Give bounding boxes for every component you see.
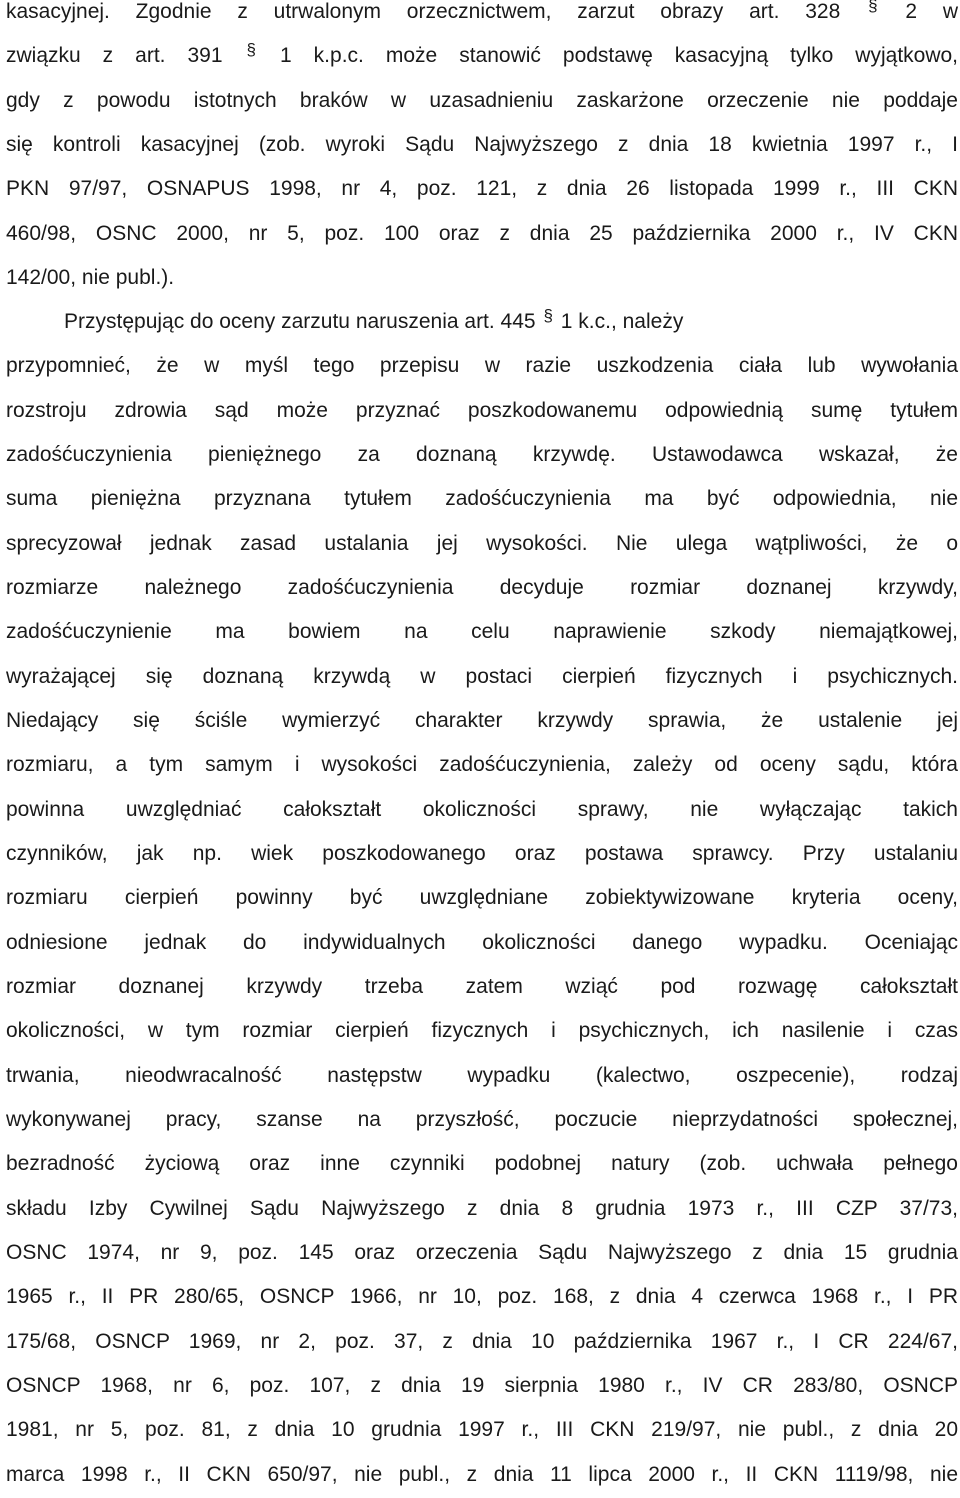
text-line-32: OSNCP 1968, nr 6, poz. 107, z dnia 19 sierpnia 1980 r., IV CR 283/80, OSNCP bbox=[6, 1374, 958, 1397]
text-line-18: rozmiaru, a tym samym i wysokości zadośćuczynienia, zależy od oceny sądu, która bbox=[6, 753, 958, 776]
section-sign-icon: § bbox=[246, 40, 257, 59]
text-line-9: przypomnieć, że w myśl tego przepisu w razie uszkodzenia ciała lub wywołania bbox=[6, 354, 958, 377]
text-line-30: 1965 r., II PR 280/65, OSNCP 1966, nr 10, poz. 168, z dnia 4 czerwca 1968 r., I PR bbox=[6, 1285, 958, 1308]
text-line-20: czynników, jak np. wiek poszkodowanego oraz postawa sprawcy. Przy ustalaniu bbox=[6, 842, 958, 865]
text-line-23: rozmiar doznanej krzywdy trzeba zatem wziąć pod rozwagę całokształt bbox=[6, 975, 958, 998]
text-line-1: kasacyjnej. Zgodnie z utrwalonym orzecznictwem, zarzut obrazy art. 328 § 2 w bbox=[6, 0, 958, 27]
text-line-29: OSNC 1974, nr 9, poz. 145 oraz orzeczenia Sądu Najwyższego z dnia 15 grudnia bbox=[6, 1241, 958, 1264]
text-line-19: powinna uwzględniać całokształt okoliczności sprawy, nie wyłączając takich bbox=[6, 798, 958, 821]
text-line-17: Niedający się ściśle wymierzyć charakter krzywdy sprawia, że ustalenie jej bbox=[6, 709, 958, 732]
text-line-26: wykonywanej pracy, szanse na przyszłość, poczucie nieprzydatności społecznej, bbox=[6, 1108, 958, 1131]
text-line-5: PKN 97/97, OSNAPUS 1998, nr 4, poz. 121, z dnia 26 listopada 1999 r., III CKN bbox=[6, 177, 958, 200]
text-line-25: trwania, nieodwracalność następstw wypadku (kalectwo, oszpecenie), rodzaj bbox=[6, 1064, 958, 1087]
text-line-7: 142/00, nie publ.). bbox=[6, 266, 175, 289]
text-line-24: okoliczności, w tym rozmiar cierpień fizycznych i psychicznych, ich nasilenie i czas bbox=[6, 1019, 958, 1042]
text-line-21: rozmiaru cierpień powinny być uwzględniane zobiektywizowane kryteria oceny, bbox=[6, 886, 958, 909]
text-line-14: rozmiarze należnego zadośćuczynienia decyduje rozmiar doznanej krzywdy, bbox=[6, 576, 958, 599]
text-line-31: 175/68, OSNCP 1969, nr 2, poz. 37, z dnia 10 października 1967 r., I CR 224/67, bbox=[6, 1330, 958, 1353]
text-line-15: zadośćuczynienie ma bowiem na celu naprawienie szkody niemajątkowej, bbox=[6, 620, 958, 643]
text-line-16: wyrażającej się doznaną krzywdą w postaci cierpień fizycznych i psychicznych. bbox=[6, 665, 958, 688]
text-line-11: zadośćuczynienia pieniężnego za doznaną krzywdę. Ustawodawca wskazał, że bbox=[6, 443, 958, 466]
text-line-12: suma pieniężna przyznana tytułem zadośćuczynienia ma być odpowiednia, nie bbox=[6, 487, 958, 510]
text-line-8: Przystępując do oceny zarzutu naruszenia art. 445 § 1 k.c., należy bbox=[64, 308, 683, 337]
text-line-27: bezradność życiową oraz inne czynniki podobnej natury (zob. uchwała pełnego bbox=[6, 1152, 958, 1175]
section-sign-icon: § bbox=[868, 0, 878, 15]
text-line-3: gdy z powodu istotnych braków w uzasadnieniu zaskarżone orzeczenie nie poddaje bbox=[6, 89, 958, 112]
text-line-13: sprecyzował jednak zasad ustalania jej wysokości. Nie ulega wątpliwości, że o bbox=[6, 532, 958, 555]
text-line-10: rozstroju zdrowia sąd może przyznać poszkodowanemu odpowiednią sumę tytułem bbox=[6, 399, 958, 422]
section-sign-icon: § bbox=[543, 306, 553, 325]
text-line-22: odniesione jednak do indywidualnych okoliczności danego wypadku. Oceniając bbox=[6, 931, 958, 954]
text-line-33: 1981, nr 5, poz. 81, z dnia 10 grudnia 1997 r., III CKN 219/97, nie publ., z dnia 20 bbox=[6, 1418, 958, 1441]
text-line-28: składu Izby Cywilnej Sądu Najwyższego z dnia 8 grudnia 1973 r., III CZP 37/73, bbox=[6, 1197, 958, 1220]
text-line-4: się kontroli kasacyjnej (zob. wyroki Sądu Najwyższego z dnia 18 kwietnia 1997 r., I bbox=[6, 133, 958, 156]
text-line-2: związku z art. 391 § 1 k.p.c. może stanowić podstawę kasacyjną tylko wyjątkowo, bbox=[6, 42, 958, 71]
text-line-34: marca 1998 r., II CKN 650/97, nie publ., z dnia 11 lipca 2000 r., II CKN 1119/98, nie bbox=[6, 1463, 958, 1486]
text-line-6: 460/98, OSNC 2000, nr 5, poz. 100 oraz z dnia 25 października 2000 r., IV CKN bbox=[6, 222, 958, 245]
